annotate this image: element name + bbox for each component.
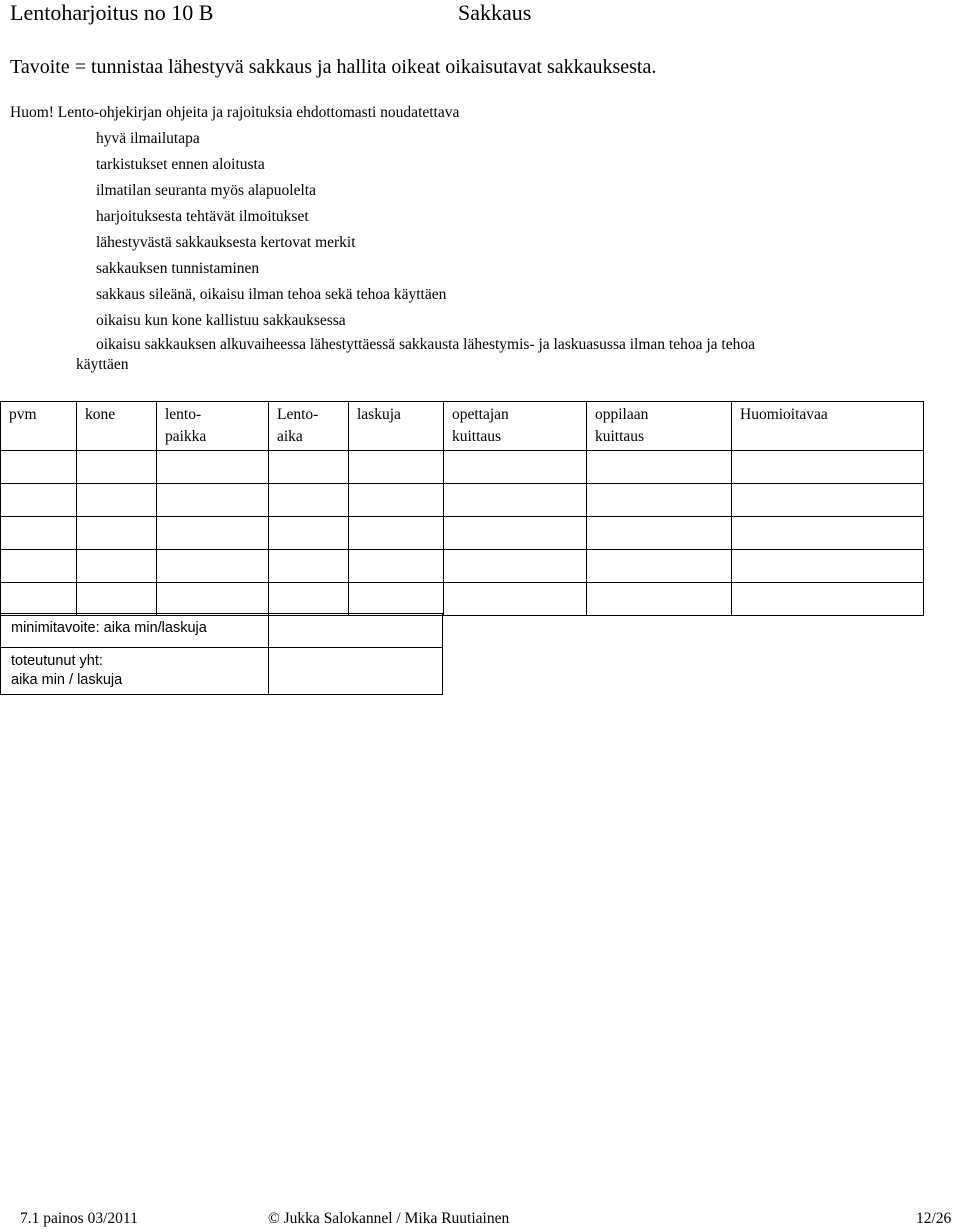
- list-item: sakkaus sileänä, oikaisu ilman tehoa sekä tehoa käyttäen: [96, 286, 447, 303]
- list-item: lähestyvästä sakkauksesta kertovat merkit: [96, 234, 356, 251]
- cell[interactable]: [77, 484, 157, 517]
- header-airfield: lento- paikka: [157, 402, 269, 451]
- list-item: oikaisu kun kone kallistuu sakkauksessa: [96, 312, 346, 329]
- actual-total-label: toteutunut yht: aika min / laskuja: [1, 648, 269, 695]
- cell[interactable]: [269, 451, 349, 484]
- cell[interactable]: [349, 484, 444, 517]
- cell[interactable]: [1, 550, 77, 583]
- min-target-value[interactable]: [269, 614, 443, 648]
- table-row: [1, 550, 924, 583]
- cell[interactable]: [587, 583, 732, 616]
- cell[interactable]: [732, 550, 924, 583]
- header-date: pvm: [1, 402, 77, 451]
- cell[interactable]: [349, 451, 444, 484]
- table-row: [1, 484, 924, 517]
- header-aircraft: kone: [77, 402, 157, 451]
- cell[interactable]: [269, 517, 349, 550]
- cell[interactable]: [77, 517, 157, 550]
- header-landings: laskuja: [349, 402, 444, 451]
- header-instructor-signoff: opettajan kuittaus: [444, 402, 587, 451]
- item-list: [96, 128, 446, 336]
- cell[interactable]: [1, 484, 77, 517]
- table-header-row: [1, 402, 924, 451]
- lesson-title: Lentoharjoitus no 10 B: [10, 0, 214, 25]
- table-row: [1, 517, 924, 550]
- list-item: sakkauksen tunnistaminen: [96, 260, 260, 277]
- cell[interactable]: [77, 451, 157, 484]
- list-item: ilmatilan seuranta myös alapuolelta: [96, 182, 316, 199]
- summary-row-actual: [1, 648, 443, 695]
- table-row: [1, 451, 924, 484]
- cell[interactable]: [77, 583, 157, 616]
- footer-copyright: © Jukka Salokannel / Mika Ruutiainen: [268, 1210, 510, 1227]
- topic-title: Sakkaus: [458, 0, 532, 25]
- cell[interactable]: [269, 484, 349, 517]
- list-item-long: oikaisu sakkauksen alkuvaiheessa lähestyttäessä sakkausta lähestymis- ja laskuasussa ilman tehoa ja tehoa: [96, 336, 755, 353]
- note-text: Huom! Lento-ohjekirjan ohjeita ja rajoituksia ehdottomasti noudatettava: [10, 104, 460, 121]
- cell[interactable]: [444, 517, 587, 550]
- list-item: tarkistukset ennen aloitusta: [96, 156, 265, 173]
- cell[interactable]: [269, 550, 349, 583]
- cell[interactable]: [444, 583, 587, 616]
- cell[interactable]: [587, 550, 732, 583]
- cell[interactable]: [349, 583, 444, 616]
- cell[interactable]: [587, 484, 732, 517]
- cell[interactable]: [349, 517, 444, 550]
- cell[interactable]: [157, 484, 269, 517]
- cell[interactable]: [77, 550, 157, 583]
- header-flight-time: Lento- aika: [269, 402, 349, 451]
- cell[interactable]: [157, 550, 269, 583]
- cell[interactable]: [587, 451, 732, 484]
- cell[interactable]: [157, 517, 269, 550]
- cell[interactable]: [1, 517, 77, 550]
- cell[interactable]: [444, 451, 587, 484]
- cell[interactable]: [732, 484, 924, 517]
- list-item: hyvä ilmailutapa: [96, 130, 200, 147]
- flight-log-table: [0, 401, 924, 616]
- actual-total-value[interactable]: [269, 648, 443, 695]
- list-item: harjoituksesta tehtävät ilmoitukset: [96, 208, 309, 225]
- header-student-signoff: oppilaan kuittaus: [587, 402, 732, 451]
- footer-page-number: 12/26: [916, 1210, 952, 1227]
- cell[interactable]: [732, 517, 924, 550]
- cell[interactable]: [1, 451, 77, 484]
- cell[interactable]: [732, 583, 924, 616]
- list-item-long-continuation: käyttäen: [76, 356, 129, 373]
- header-remarks: Huomioitavaa: [732, 402, 924, 451]
- cell[interactable]: [157, 583, 269, 616]
- cell[interactable]: [349, 550, 444, 583]
- min-target-label: minimitavoite: aika min/laskuja: [1, 614, 269, 648]
- cell[interactable]: [732, 451, 924, 484]
- cell[interactable]: [587, 517, 732, 550]
- cell[interactable]: [269, 583, 349, 616]
- cell[interactable]: [444, 484, 587, 517]
- summary-row-target: [1, 614, 443, 648]
- goal-statement: Tavoite = tunnistaa lähestyvä sakkaus ja hallita oikeat oikaisutavat sakkauksesta.: [10, 56, 657, 78]
- cell[interactable]: [157, 451, 269, 484]
- cell[interactable]: [1, 583, 77, 616]
- table-row: [1, 583, 924, 616]
- summary-table: [0, 613, 443, 695]
- cell[interactable]: [444, 550, 587, 583]
- footer-edition: 7.1 painos 03/2011: [20, 1210, 138, 1227]
